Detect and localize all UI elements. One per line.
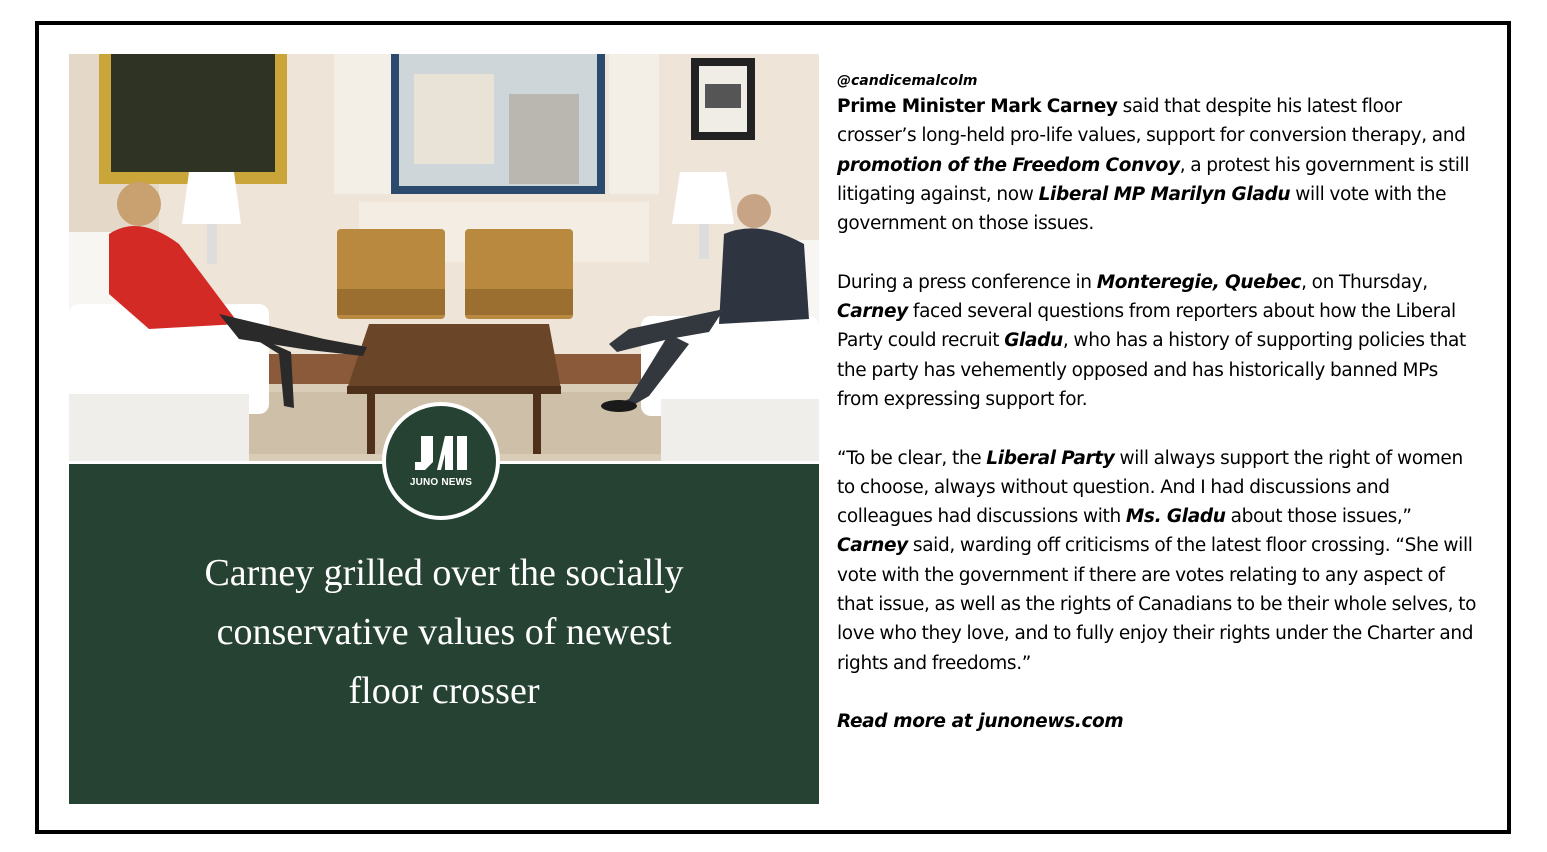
juno-news-logo	[382, 402, 500, 520]
read-more-link[interactable]: Read more at junonews.com	[837, 711, 1124, 733]
text-span: said, warding off criticisms of the latest floor crossing. “She will vote with the government if there are votes relating to any aspect of that issue, as well as the rights of Canadians to be their whole selves, to love who they love, and to fully enjoy their rights under the Charter and rights and freedoms.”	[837, 535, 1477, 674]
text-span: will vote with the government on those issues.	[837, 183, 1447, 235]
text-span: , a protest his government is still litigating against, now	[837, 154, 1470, 205]
text-span: Liberal MP Marilyn Gladu	[1038, 183, 1291, 205]
article-paragraph-1	[837, 92, 1477, 238]
text-span: , on Thursday,	[1301, 271, 1428, 293]
text-span: Prime Minister Mark Carney	[837, 96, 1118, 117]
article-text	[837, 70, 1477, 737]
text-span: Carney	[837, 301, 908, 323]
article-paragraph-3	[837, 444, 1477, 678]
text-span: During a press conference in	[837, 271, 1097, 293]
text-span: faced several questions from reporters about how the Liberal Party could recruit	[837, 301, 1456, 352]
text-span: Ms. Gladu	[1125, 506, 1226, 528]
text-span: , who has a history of supporting policies that the party has vehemently opposed and has historically banned MPs from expressing support for.	[837, 330, 1466, 410]
text-span: Carney	[837, 535, 908, 557]
headline-line: conservative values of newest	[216, 611, 672, 653]
text-span: about those issues,”	[1225, 506, 1412, 528]
text-span: “To be clear, the	[837, 447, 987, 469]
juno-logo-mark-icon	[415, 432, 471, 472]
headline-line: Carney grilled over the socially	[204, 552, 684, 594]
text-span: Liberal Party	[986, 447, 1115, 469]
text-span: Gladu	[1004, 330, 1063, 352]
text-span: said that despite his latest floor crosser’s long-held pro-life values, support for conversion therapy, and	[837, 96, 1466, 147]
text-span: will always support the right of women to choose, always without question. And I had discussions and colleagues had discussions with	[837, 447, 1463, 528]
article-paragraph-2	[837, 268, 1477, 414]
news-card	[69, 54, 819, 804]
text-span: Monteregie, Quebec	[1096, 271, 1302, 293]
juno-news-logo-text: JUNO NEWS	[409, 477, 473, 488]
author-handle: @candicemalcolm	[837, 73, 978, 89]
headline	[129, 544, 759, 721]
headline-line: floor crosser	[348, 670, 540, 712]
text-span: promotion of the Freedom Convoy	[837, 154, 1180, 176]
